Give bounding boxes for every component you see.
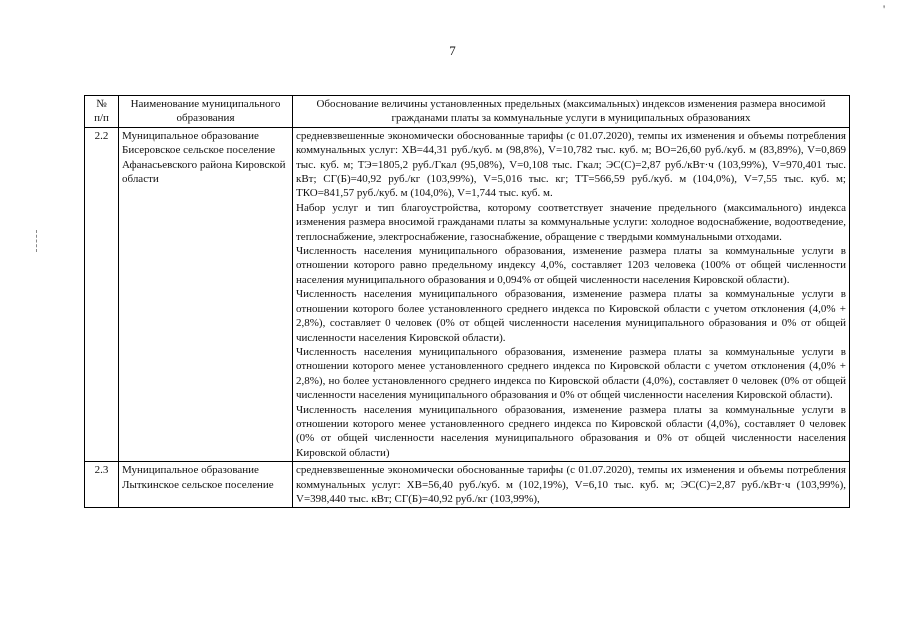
row-number: 2.2 (85, 127, 119, 461)
header-name: Наименование муниципального образования (119, 96, 293, 128)
justification-paragraph: Набор услуг и тип благоустройства, которому соответствует значение предельного (максимального) индекса изменения размера вносимой гражданами платы за коммунальные услуги: холодное водоснабжение, водоотведение, теплоснабжение, электроснабжение, газоснабжение, обращение с твердыми коммунальными отходами. (296, 201, 846, 243)
justification-paragraph: средневзвешенные экономически обоснованные тарифы (с 01.07.2020), темпы их изменения и объемы потребления коммунальных услуг: ХВ=44,31 руб./куб. м (98,8%), V=10,782 тыс. куб. м; ВО=26,60 руб./куб. м (83,89%), V=0,869 тыс. куб. м; ТЭ=1805,2 руб./Гкал (95,08%), V=0,108 тыс. Гкал; ЭС(С)=2,87 руб./кВт·ч (103,99%), V=970,401 тыс. кВт; СГ(Б)=40,92 руб./кг (103,99%), V=5,016 тыс. кг; ТТ=566,59 руб./куб. м (104,0%), V=7,55 тыс. куб. м; ТКО=841,57 руб./куб. м (104,0%), V=1,744 тыс. куб. м. (296, 129, 846, 200)
row-name: Муниципальное образование Бисеровское сельское поселение Афанасьевского района Кировской области (119, 127, 293, 461)
header-justification: Обоснование величины установленных предельных (максимальных) индексов изменения размера вносимой гражданами платы за коммунальные услуги в муниципальных образованиях (293, 96, 850, 128)
row-name: Муниципальное образование Лыткинское сельское поселение (119, 462, 293, 508)
justification-paragraph: средневзвешенные экономически обоснованные тарифы (с 01.07.2020), темпы их изменения и объемы потребления коммунальных услуг: ХВ=56,40 руб./куб. м (102,19%), V=6,10 тыс. куб. м; ЭС(С)=2,87 руб./кВт·ч (103,99%), V=398,440 тыс. кВт; СГ(Б)=40,92 руб./кг (103,99%), (296, 464, 846, 505)
margin-tick (36, 230, 38, 252)
tariff-table (84, 95, 850, 508)
table-row (85, 462, 850, 508)
table-row (85, 127, 850, 461)
justification-paragraph: Численность населения муниципального образования, изменение размера платы за коммунальные услуги в отношении которого более установленного среднего индекса по Кировской области с учетом отклонения (4,0% + 2,8%), составляет 0 человек (0% от общей численности населения муниципального образования и 0% от общей численности населения Кировской области). (296, 288, 846, 344)
row-justification (293, 462, 850, 508)
page-number: 7 (449, 43, 456, 58)
row-number: 2.3 (85, 462, 119, 508)
row-justification (293, 127, 850, 461)
justification-paragraph: Численность населения муниципального образования, изменение размера платы за коммунальные услуги в отношении которого менее установленного среднего индекса по Кировской области (4,0%), составляет 0 человек (0% от общей численности населения муниципального образования и 0% от общей численности населения Кировской области) (296, 403, 846, 459)
justification-paragraph: Численность населения муниципального образования, изменение размера платы за коммунальные услуги в отношении которого менее установленного среднего индекса по Кировской области с учетом отклонения (4,0% + 2,8%), но более установленного среднего индекса по Кировской области (4,0%), составляет 0 человек (0% от общей численности населения муниципального образования и 0% от общей численности населения Кировской области). (296, 345, 846, 402)
justification-paragraph: Численность населения муниципального образования, изменение размера платы за коммунальные услуги в отношении которого равно предельному индексу 4,0%, составляет 1203 человека (100% от общей численности населения муниципального образования и 0,094% от общей численности населения Кировской области). (296, 245, 846, 286)
table-header-row (85, 96, 850, 128)
header-number: № п/п (85, 96, 119, 128)
corner-mark: ' (883, 2, 886, 16)
